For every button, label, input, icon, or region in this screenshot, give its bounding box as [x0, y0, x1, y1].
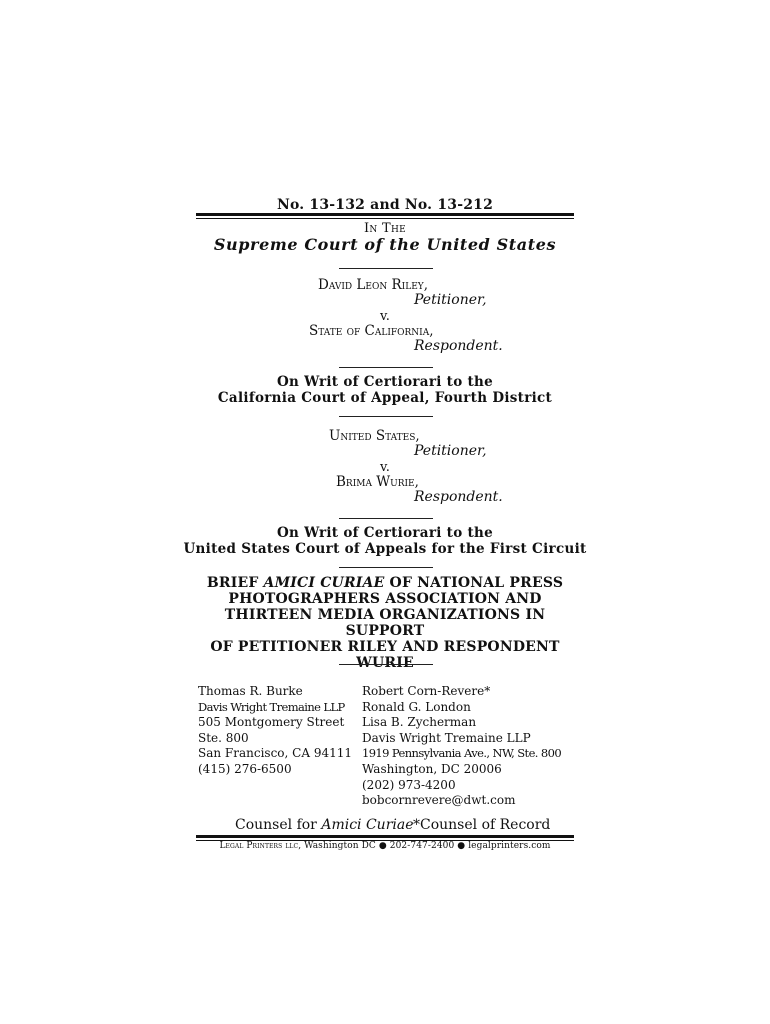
petitioner-role: Petitioner, [414, 443, 487, 459]
counsel-line: (202) 973-4200 [362, 777, 456, 792]
brief-title-line: OF PETITIONER RILEY AND RESPONDENT [210, 639, 560, 655]
respondent-name-california: State of California, [309, 323, 434, 339]
writ-line: On Writ of Certiorari to the [276, 525, 494, 541]
brief-title-line: THIRTEEN MEDIA ORGANIZATIONS IN SUPPORT [224, 607, 546, 639]
writ-line: On Writ of Certiorari to the [276, 374, 494, 390]
versus-label: v. [380, 460, 390, 475]
top-double-rule [196, 213, 574, 219]
separator-rule [339, 664, 433, 665]
counsel-line: Thomas R. Burke [198, 684, 303, 698]
in-the-label: In The [363, 221, 407, 236]
counsel-line: Ronald G. London [362, 699, 471, 714]
respondent-role: Respondent. [414, 489, 503, 505]
separator-rule [339, 416, 433, 417]
counsel-for-amici: Counsel for Amici Curiae [235, 817, 414, 833]
separator-rule [339, 518, 433, 519]
counsel-line: Robert Corn-Revere* [362, 684, 491, 698]
docket-numbers: No. 13-132 and No. 13-212 [276, 197, 494, 213]
separator-rule [339, 367, 433, 368]
separator-rule [339, 567, 433, 568]
court-name: Supreme Court of the United States [213, 235, 557, 254]
counsel-line: Lisa B. Zycherman [362, 715, 477, 730]
counsel-line: bobcornrevere@dwt.com [362, 793, 516, 808]
respondent-name-wurie: Brima Wurie, [336, 474, 419, 490]
counsel-right-column [362, 684, 561, 809]
counsel-line: Davis Wright Tremaine LLP [198, 699, 345, 714]
counsel-line: Davis Wright Tremaine LLP [362, 730, 531, 745]
brief-title-line: PHOTOGRAPHERS ASSOCIATION AND [228, 591, 542, 607]
counsel-line: (415) 276-6500 [198, 761, 292, 776]
respondent-role: Respondent. [414, 338, 503, 354]
counsel-line: Washington, DC 20006 [362, 761, 502, 776]
petitioner-name-riley: David Leon Riley, [318, 277, 429, 293]
separator-rule [339, 268, 433, 269]
brief-title-line: WURIE [356, 655, 414, 671]
brief-title-line: BRIEF AMICI CURIAE OF NATIONAL PRESS [206, 575, 564, 591]
counsel-line: Ste. 800 [198, 730, 249, 745]
counsel-line: 1919 Pennsylvania Ave., NW, Ste. 800 [362, 746, 562, 761]
printer-footer: Legal Printers llc, Washington DC ● 202-747-2400 ● legalprinters.com [219, 841, 551, 851]
counsel-of-record-note: *Counsel of Record [413, 817, 551, 833]
petitioner-role: Petitioner, [414, 292, 487, 308]
writ-court: United States Court of Appeals for the First Circuit [183, 541, 587, 557]
brief-title [186, 575, 584, 671]
writ-court: California Court of Appeal, Fourth District [217, 390, 553, 406]
petitioner-name-united-states: United States, [329, 428, 420, 444]
versus-label: v. [380, 309, 390, 324]
counsel-line: San Francisco, CA 94111 [198, 746, 352, 761]
counsel-left-column [198, 684, 352, 778]
counsel-line: 505 Montgomery Street [198, 715, 345, 730]
